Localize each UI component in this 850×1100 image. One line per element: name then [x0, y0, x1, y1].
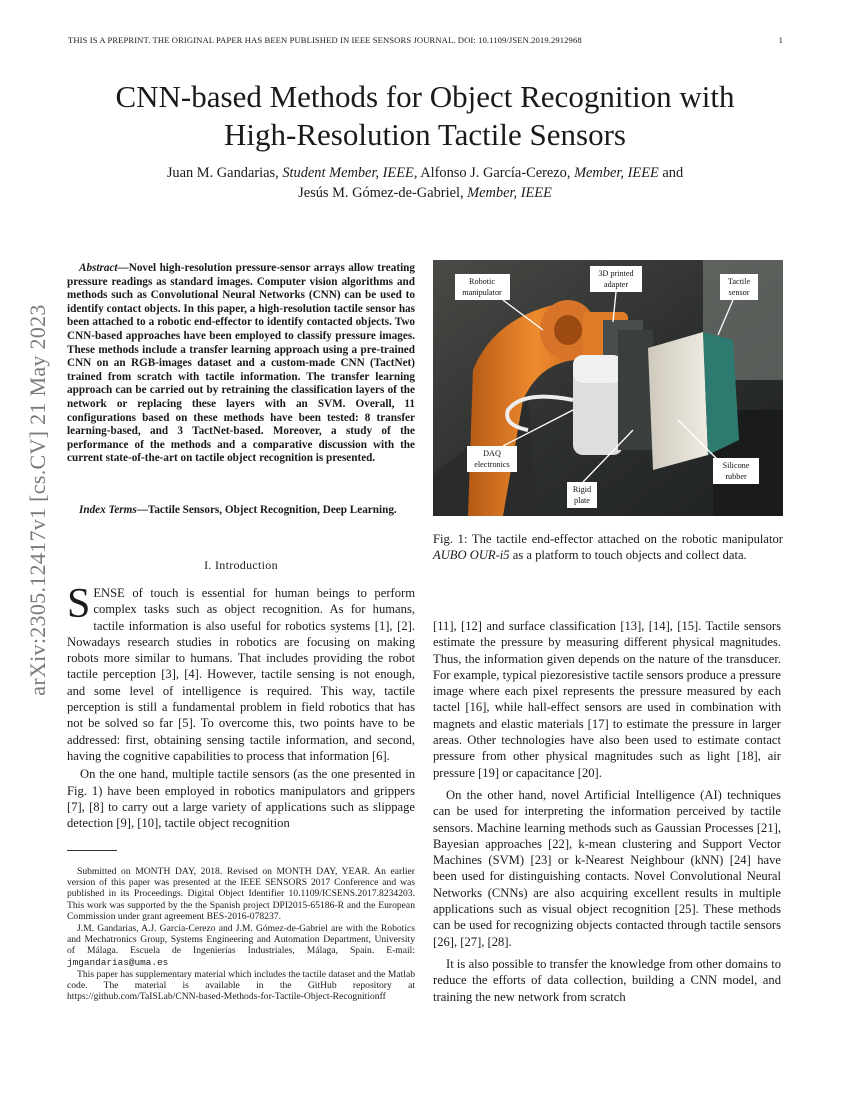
sensor-mount — [618, 330, 653, 450]
robot-photo-illustration — [433, 260, 783, 516]
right-paragraph-1: [11], [12] and surface classification [13], [14], [15]. Tactile sensors estimate the pressure by measuring different physical magnitudes. Thus, the information given depends on the nature of the transducer. For example, typical piezoresistive tactile sensors produce a pressure image where each pixel represents the pressure measured by each tactel [16], while hall-effect sensors are used in combination with magnets and elastic materials [17] to estimate the pressure in larger areas. Other technologies have also been used to estimate contact pressure from other physical magnitudes such as light [18], air pressure [19] or capacitance [20]. — [433, 619, 781, 780]
author-names-2: , Alfonso J. García-Cerezo, — [413, 165, 575, 181]
page-number: 1 — [778, 35, 783, 45]
silicone-pad — [648, 332, 708, 470]
author-conjunction: and — [658, 165, 684, 181]
abstract-label: Abstract — [79, 262, 118, 274]
author-role-1: Student Member, IEEE — [282, 165, 414, 181]
label-rigid-1: Rigid — [572, 485, 592, 494]
right-paragraph-3: It is also possible to transfer the knowledge from other domains to reduce the efforts of data collection, building a CNN model, and training the new network from scratch — [433, 956, 781, 1004]
author-email[interactable]: jmgandarias@uma.es — [67, 956, 169, 968]
label-tactile-2: sensor — [728, 288, 750, 297]
abstract — [67, 262, 415, 466]
index-terms-label: Index Terms — [79, 504, 137, 516]
author-names-1: Juan M. Gandarias, — [166, 165, 283, 181]
label-manipulator-2: manipulator — [462, 288, 502, 297]
tactile-sensor-edge — [703, 332, 739, 455]
footnote-supplementary: This paper has supplementary material which includes the tactile dataset and the Matlab code. The material is available in the GitHub repository at https://github.com/TaISLab/CNN-based-Methods-for-Tactile-Object-Recognitionff — [67, 968, 415, 1003]
right-paragraph-2: On the other hand, novel Artificial Intelligence (AI) techniques can be used for interpreting the information perceived by tactile sensors. Machine learning methods such as Gaussian Processes [21], Bayesian approaches [22], k-mean clustering and Support Vector Machines (SVM) [23] or k-Nearest Neighbour (kNN) [24] have been used for distinguishing contacts. Novel Convolutional Neural Networks (CNNs) are also acquiring excellent results in multiple applications such as visual object recognition [25]. These methods can be used for recognizing objects contacted through tactile sensors [26], [27], [28]. — [433, 787, 781, 949]
label-silicone-1: Silicone — [722, 461, 750, 470]
authors-line-2 — [40, 183, 810, 203]
author-names-3: Jesús M. Gómez-de-Gabriel, — [298, 185, 468, 201]
label-daq-1: DAQ — [483, 449, 501, 458]
caption-robot-name: AUBO OUR-i5 — [433, 548, 510, 563]
running-header — [68, 35, 783, 49]
label-tactile-1: Tactile — [727, 277, 751, 286]
title-line-1: CNN-based Methods for Object Recognition with — [115, 79, 735, 114]
figure-1-photo — [433, 260, 783, 516]
caption-text-post: as a platform to touch objects and collect data. — [509, 548, 747, 563]
footnote-affiliation — [67, 923, 415, 968]
author-role-2: Member, IEEE — [574, 165, 659, 181]
intro-left-column — [67, 581, 415, 833]
label-silicone-2: rubber — [725, 472, 747, 481]
arxiv-sidebar — [20, 286, 56, 714]
intro-paragraph-1 — [67, 581, 415, 764]
label-adapter-1: 3D printed — [598, 269, 634, 278]
authors-line-1 — [40, 163, 810, 183]
index-terms — [67, 504, 415, 518]
footnote-rule — [67, 850, 117, 851]
footnotes — [67, 866, 415, 1003]
affiliation-text: J.M. Gandarias, A.J. García-Cerezo and J.M. Gómez-de-Gabriel are with the Robotics and Mechatronics Group, Systems Engineering and Automation Department, University of Málaga. Escuela de Ingenierías Industriales, Málaga, Spain. E-mail: — [67, 923, 415, 957]
intro-p1-text: ENSE of touch is essential for human beings to perform complex tasks such as object recognition. As for humans, tactile information is also useful for robotics systems [1], [2]. Nowadays research studies in robotics are focusing on making robots more similar to humans. That includes providing the robot tactile perception [3], [4]. However, tactile sensing is not enough, and some level of intelligence is required. This way, tactile perception is still a fundamental problem in field robotics that has not be solved so far [5]. To overcome this, two points have to be addressed: first, obtaining sensing tactile information, and second, having the cognitive capabilities to process that information [6]. — [67, 586, 415, 763]
right-column-text — [433, 618, 781, 1007]
section-heading: I. Introduction — [204, 558, 278, 572]
daq-top — [573, 355, 623, 383]
robot-joint-center — [554, 315, 582, 345]
label-rigid-2: plate — [574, 496, 590, 505]
header-text: THIS IS A PREPRINT. THE ORIGINAL PAPER HAS BEEN PUBLISHED IN IEEE SENSORS JOURNAL. DOI: 10.1109/JSEN.2019.2912968 — [68, 35, 582, 45]
title-line-2: High-Resolution Tactile Sensors — [224, 117, 626, 152]
figure-1-caption — [433, 531, 783, 564]
drop-cap: S — [67, 581, 91, 627]
author-role-3: Member, IEEE — [467, 185, 552, 201]
index-terms-text: —Tactile Sensors, Object Recognition, Deep Learning. — [136, 504, 397, 516]
footnote-submission: Submitted on MONTH DAY, 2018. Revised on MONTH DAY, YEAR. An earlier version of this paper was presented at the IEEE SENSORS 2017 Conference and was published in its Proceedings. Digital Object Identifier 10.1109/ICSENS.2017.8234203. This work was supported by the the Spanish project DPI2015-65186-R and the European Commission under grant agreement BES-2016-078237. — [67, 866, 415, 922]
label-adapter-2: adapter — [603, 280, 629, 289]
arxiv-identifier: arXiv:2305.12417v1 [cs.CV] 21 May 2023 — [25, 304, 50, 696]
label-daq-2: electronics — [474, 460, 510, 469]
paper-title — [40, 78, 810, 154]
caption-text-pre: Fig. 1: The tactile end-effector attached on the robotic manipulator — [433, 532, 783, 546]
intro-paragraph-2: On the one hand, multiple tactile sensors (as the one presented in Fig. 1) have been employed in robotics manipulators and grippers [7], [8] to carry out a large variety of applications such as slippage detection [9], [10], tactile object recognition — [67, 767, 415, 831]
abstract-text: —Novel high-resolution pressure-sensor arrays allow treating pressure readings as standard images. Computer vision algorithms and methods such as Convolutional Neural Networks (CNN) can be used to identify contact objects. In this paper, a high-resolution tactile sensor has been attached to a robotic end-effector to identify contacted objects. Two CNN-based approaches have been employed to classify pressure images. These methods include a transfer learning approach using a pre-trained CNN on an RGB-images dataset and a custom-made CNN (TactNet) trained from scratch with tactile information. The transfer learning approach can be carried out by retraining the classification layers of the network or replacing these layers with an SVM. Overall, 11 configurations based on these methods have been tested: 8 transfer learning-based, and 3 TactNet-based. Moreover, a study of the performance of the methods and a comparative discussion with the current state-of-the-art on tactile object recognition is presented. — [67, 262, 415, 465]
author-list — [40, 163, 810, 203]
label-manipulator-1: Robotic — [469, 277, 495, 286]
